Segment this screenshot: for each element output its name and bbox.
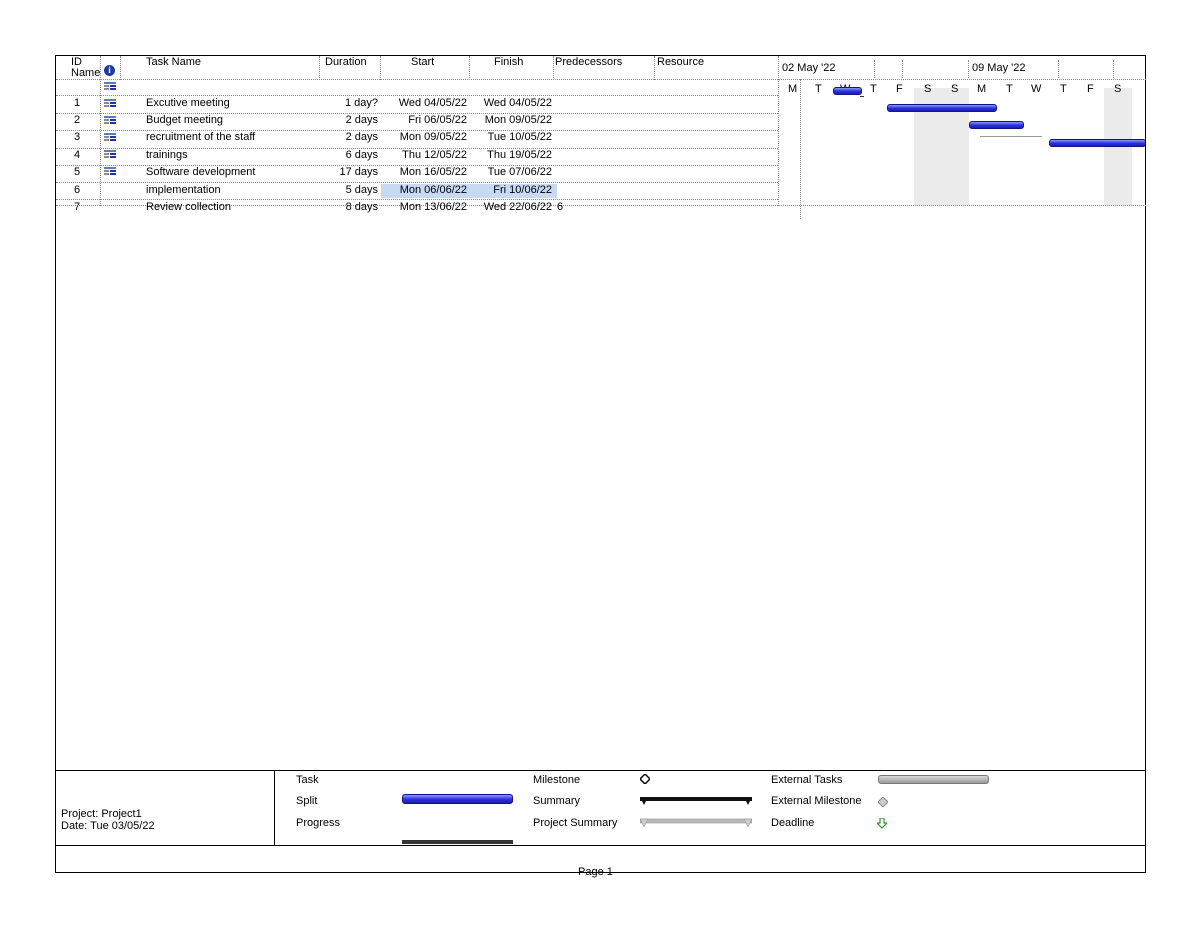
- task-start[interactable]: Mon 13/06/22: [399, 201, 467, 213]
- task-notes-icon[interactable]: [104, 133, 116, 142]
- task-finish[interactable]: Wed 04/05/22: [483, 97, 552, 109]
- task-duration[interactable]: 17 days: [339, 166, 378, 178]
- timescale-tick: [1113, 60, 1114, 78]
- task-name[interactable]: trainings: [146, 149, 188, 161]
- legend-split-label: Split: [296, 795, 318, 807]
- task-name[interactable]: Excutive meeting: [146, 97, 230, 109]
- timescale-tick: [902, 60, 903, 78]
- day-label: T: [815, 83, 822, 95]
- task-finish[interactable]: Tue 10/05/22: [487, 131, 552, 143]
- col-divider: [654, 56, 655, 80]
- task-finish[interactable]: Thu 19/05/22: [487, 149, 552, 161]
- task-start[interactable]: Mon 06/06/22: [399, 184, 467, 196]
- task-id[interactable]: 5: [74, 166, 81, 178]
- day-label: M: [788, 83, 798, 95]
- col-start-header[interactable]: Start: [411, 56, 435, 68]
- legend-date: Date: Tue 03/05/22: [61, 820, 155, 832]
- task-duration[interactable]: 2 days: [345, 114, 378, 126]
- task-id[interactable]: 3: [74, 131, 81, 143]
- legend-project: Project: Project1: [61, 808, 142, 820]
- task-id[interactable]: 4: [74, 149, 81, 161]
- day-label: F: [1087, 83, 1094, 95]
- legend-milestone-label: Milestone: [533, 774, 581, 786]
- task-duration[interactable]: 2 days: [345, 131, 378, 143]
- legend-external-task-bar: [878, 775, 989, 784]
- legend-top-border: [55, 770, 1146, 771]
- task-duration[interactable]: 1 day?: [344, 97, 378, 109]
- gantt-bar[interactable]: [887, 104, 997, 112]
- day-label: S: [951, 83, 959, 95]
- day-label: S: [1114, 83, 1122, 95]
- task-notes-icon[interactable]: [104, 82, 116, 91]
- legend-external-tasks-label: External Tasks: [771, 774, 843, 786]
- gantt-link: [980, 136, 1042, 137]
- col-divider: [469, 56, 470, 80]
- page-number: Page 1: [578, 866, 613, 878]
- timescale-week-2: 09 May '22: [972, 62, 1026, 74]
- day-label: T: [1060, 83, 1067, 95]
- task-start[interactable]: Wed 04/05/22: [398, 97, 467, 109]
- col-predecessors-header[interactable]: Predecessors: [555, 56, 623, 68]
- day-label: S: [924, 83, 932, 95]
- legend-project-summary-label: Project Summary: [533, 817, 618, 829]
- task-notes-icon[interactable]: [104, 150, 116, 159]
- header-divider: [56, 79, 778, 80]
- today-line: [800, 79, 801, 219]
- task-id[interactable]: 6: [74, 184, 81, 196]
- day-label: T: [1006, 83, 1013, 95]
- legend-task-bar: [402, 794, 513, 804]
- gantt-link: [860, 96, 864, 97]
- timescale-divider: [778, 79, 1146, 80]
- col-divider: [100, 56, 101, 206]
- task-start[interactable]: Fri 06/05/22: [408, 114, 467, 126]
- gantt-bar[interactable]: [1049, 139, 1146, 147]
- task-name[interactable]: Budget meeting: [146, 114, 224, 126]
- timescale-week-1: 02 May '22: [782, 62, 836, 74]
- task-name[interactable]: Review collection: [146, 201, 231, 213]
- row-divider: [56, 199, 778, 200]
- col-divider: [553, 56, 554, 80]
- legend-progress-bar: [402, 840, 513, 844]
- day-label: W: [1031, 83, 1042, 95]
- task-name[interactable]: implementation: [146, 184, 221, 196]
- col-resource-header[interactable]: Resource: [657, 56, 705, 68]
- legend-deadline-label: Deadline: [771, 817, 815, 829]
- legend-bottom-border: [55, 845, 1146, 846]
- task-start[interactable]: Mon 09/05/22: [399, 131, 467, 143]
- task-notes-icon[interactable]: [104, 99, 116, 108]
- gantt-bar[interactable]: [969, 121, 1024, 129]
- task-finish[interactable]: Tue 07/06/22: [487, 166, 552, 178]
- timescale-tick: [968, 60, 969, 78]
- external-milestone-diamond-icon: [878, 797, 888, 807]
- task-id[interactable]: 1: [74, 97, 81, 109]
- task-duration[interactable]: 8 days: [345, 201, 378, 213]
- timescale-tick: [1058, 60, 1059, 78]
- col-task-name-header[interactable]: Task Name: [146, 56, 202, 68]
- legend-external-milestone-label: External Milestone: [771, 795, 862, 807]
- day-label: T: [870, 83, 877, 95]
- col-divider: [120, 56, 121, 80]
- day-label: M: [977, 83, 987, 95]
- project-summary-bar-icon: [640, 818, 752, 828]
- task-start[interactable]: Mon 16/05/22: [399, 166, 467, 178]
- task-name[interactable]: recruitment of the staff: [146, 131, 256, 143]
- col-finish-header[interactable]: Finish: [494, 56, 524, 68]
- timescale-tick: [874, 60, 875, 78]
- day-label: F: [896, 83, 903, 95]
- legend-progress-label: Progress: [296, 817, 341, 829]
- summary-bar-icon: [640, 796, 752, 806]
- col-divider: [380, 56, 381, 80]
- task-notes-icon[interactable]: [104, 116, 116, 125]
- task-name[interactable]: Software development: [146, 166, 256, 178]
- legend-summary-label: Summary: [533, 795, 581, 807]
- col-id-header[interactable]: ID: [71, 56, 82, 68]
- task-predecessors[interactable]: 6: [557, 201, 564, 213]
- col-duration-header[interactable]: Duration: [325, 56, 367, 68]
- task-notes-icon[interactable]: [104, 167, 116, 176]
- deadline-arrow-icon: [877, 818, 887, 829]
- col-divider: [319, 56, 320, 80]
- row-divider: [56, 182, 778, 183]
- milestone-diamond-icon: [640, 774, 650, 784]
- gantt-bar[interactable]: [833, 87, 862, 95]
- row-divider: [56, 95, 778, 96]
- task-duration[interactable]: 6 days: [345, 149, 378, 161]
- task-id[interactable]: 7: [74, 201, 81, 213]
- task-finish[interactable]: Mon 09/05/22: [484, 114, 552, 126]
- legend-divider: [274, 770, 275, 845]
- col-name-subheader: Name: [71, 67, 101, 79]
- task-finish[interactable]: Fri 10/06/22: [493, 184, 552, 196]
- indicators-info-icon[interactable]: i: [104, 65, 115, 76]
- legend-task-label: Task: [296, 774, 319, 786]
- task-duration[interactable]: 5 days: [345, 184, 378, 196]
- task-start[interactable]: Thu 12/05/22: [402, 149, 467, 161]
- task-finish[interactable]: Wed 22/06/22: [483, 201, 552, 213]
- task-id[interactable]: 2: [74, 114, 81, 126]
